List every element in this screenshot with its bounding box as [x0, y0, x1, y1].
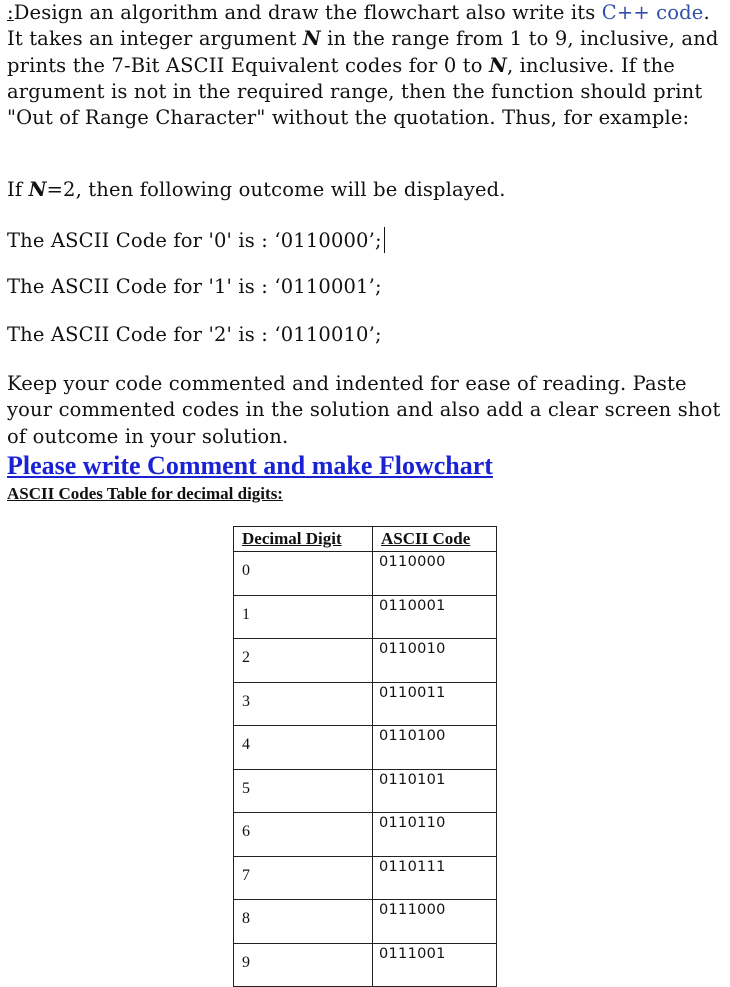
ascii-value: 0110001: [379, 597, 446, 614]
table-row: [234, 726, 497, 770]
comment-flowchart-heading[interactable]: Please write Comment and make Flowchart: [7, 451, 493, 480]
example-prefix: If: [7, 178, 29, 201]
decimal-cell: [234, 813, 373, 857]
ascii-cell: [373, 900, 497, 944]
intro-text-3: in the range from 1 to 9, inclusive, and prints the 7-Bit ASCII Equivalent codes for 0 to: [7, 27, 719, 77]
ascii-value: 0111001: [379, 945, 446, 962]
ascii-cell: [373, 682, 497, 726]
ascii-value: 0111000: [379, 902, 446, 918]
output-line-2: [7, 323, 382, 346]
intro-text-4: , inclusive. If the argument is not in the required range, then the function should print "Out of Range Character" without the quotation. Thus, for example:: [7, 53, 703, 130]
ascii-cell: [373, 943, 497, 987]
lead-colon: :: [7, 1, 14, 24]
decimal-cell: [234, 682, 373, 726]
decimal-cell: [234, 595, 373, 639]
decimal-value: 6: [242, 823, 250, 840]
table-row: [234, 943, 497, 987]
table-row: [234, 900, 497, 944]
decimal-cell: [234, 943, 373, 987]
decimal-cell: [234, 726, 373, 770]
output-line-0-text: The ASCII Code for '0' is : ‘0110000’;: [7, 229, 382, 252]
decimal-value: 9: [242, 953, 250, 971]
table-title: ASCII Codes Table for decimal digits:: [7, 484, 283, 503]
example-suffix: =2, then following outcome will be displayed.: [46, 178, 506, 201]
decimal-value: 5: [242, 779, 250, 797]
ascii-cell: [373, 552, 497, 596]
output-line-1: [7, 275, 382, 298]
table-row: [234, 813, 497, 857]
ascii-value: 0110100: [379, 728, 446, 744]
ascii-cell: [373, 813, 497, 857]
decimal-cell: [234, 769, 373, 813]
intro-text-2: . It takes an integer argument: [7, 1, 710, 51]
table-row: [234, 769, 497, 813]
decimal-value: 2: [242, 649, 250, 666]
example-line: [7, 178, 506, 201]
variable-n: N: [302, 27, 321, 51]
decimal-cell: [234, 856, 373, 900]
output-line-0: [7, 227, 385, 253]
decimal-value: 1: [242, 605, 250, 623]
decimal-value: 7: [242, 866, 250, 884]
ascii-cell: [373, 726, 497, 770]
ascii-cell: [373, 769, 497, 813]
text-cursor: [384, 227, 386, 253]
decimal-value: 0: [242, 562, 250, 579]
output-line-2-text: The ASCII Code for '2' is : ‘0110010’;: [7, 323, 382, 346]
ascii-value: 0110101: [379, 771, 446, 788]
decimal-cell: [234, 552, 373, 596]
table-row: [234, 856, 497, 900]
table-row: [234, 639, 497, 683]
table-row: [234, 682, 497, 726]
ascii-cell: [373, 856, 497, 900]
decimal-cell: [234, 639, 373, 683]
ascii-codes-table: [233, 526, 497, 987]
output-line-1-text: The ASCII Code for '1' is : ‘0110001’;: [7, 275, 382, 298]
question-intro: [7, 0, 729, 131]
variable-n-2: N: [488, 53, 507, 77]
cpp-code-term: C++ code: [601, 1, 704, 24]
ascii-value: 0110110: [379, 815, 446, 831]
ascii-cell: [373, 639, 497, 683]
table-row: [234, 595, 497, 639]
ascii-value: 0110011: [379, 684, 446, 701]
table-row: [234, 552, 497, 596]
instructions-paragraph: Keep your code commented and indented for ease of reading. Paste your commented codes in the solution and also add a clear screen shot of outcome in your solution.: [7, 372, 721, 448]
decimal-cell: [234, 900, 373, 944]
ascii-value: 0110000: [379, 554, 446, 570]
header-ascii-code: ASCII Code: [373, 527, 497, 552]
ascii-cell: [373, 595, 497, 639]
decimal-value: 3: [242, 692, 250, 710]
intro-text-1: Design an algorithm and draw the flowchart also write its: [13, 1, 602, 24]
table-header-row: [234, 527, 497, 552]
decimal-value: 4: [242, 736, 250, 753]
header-decimal-digit: Decimal Digit: [234, 527, 373, 552]
decimal-value: 8: [242, 910, 250, 927]
ascii-value: 0110111: [379, 858, 446, 875]
example-variable-n: N: [28, 178, 47, 201]
ascii-value: 0110010: [379, 641, 446, 657]
